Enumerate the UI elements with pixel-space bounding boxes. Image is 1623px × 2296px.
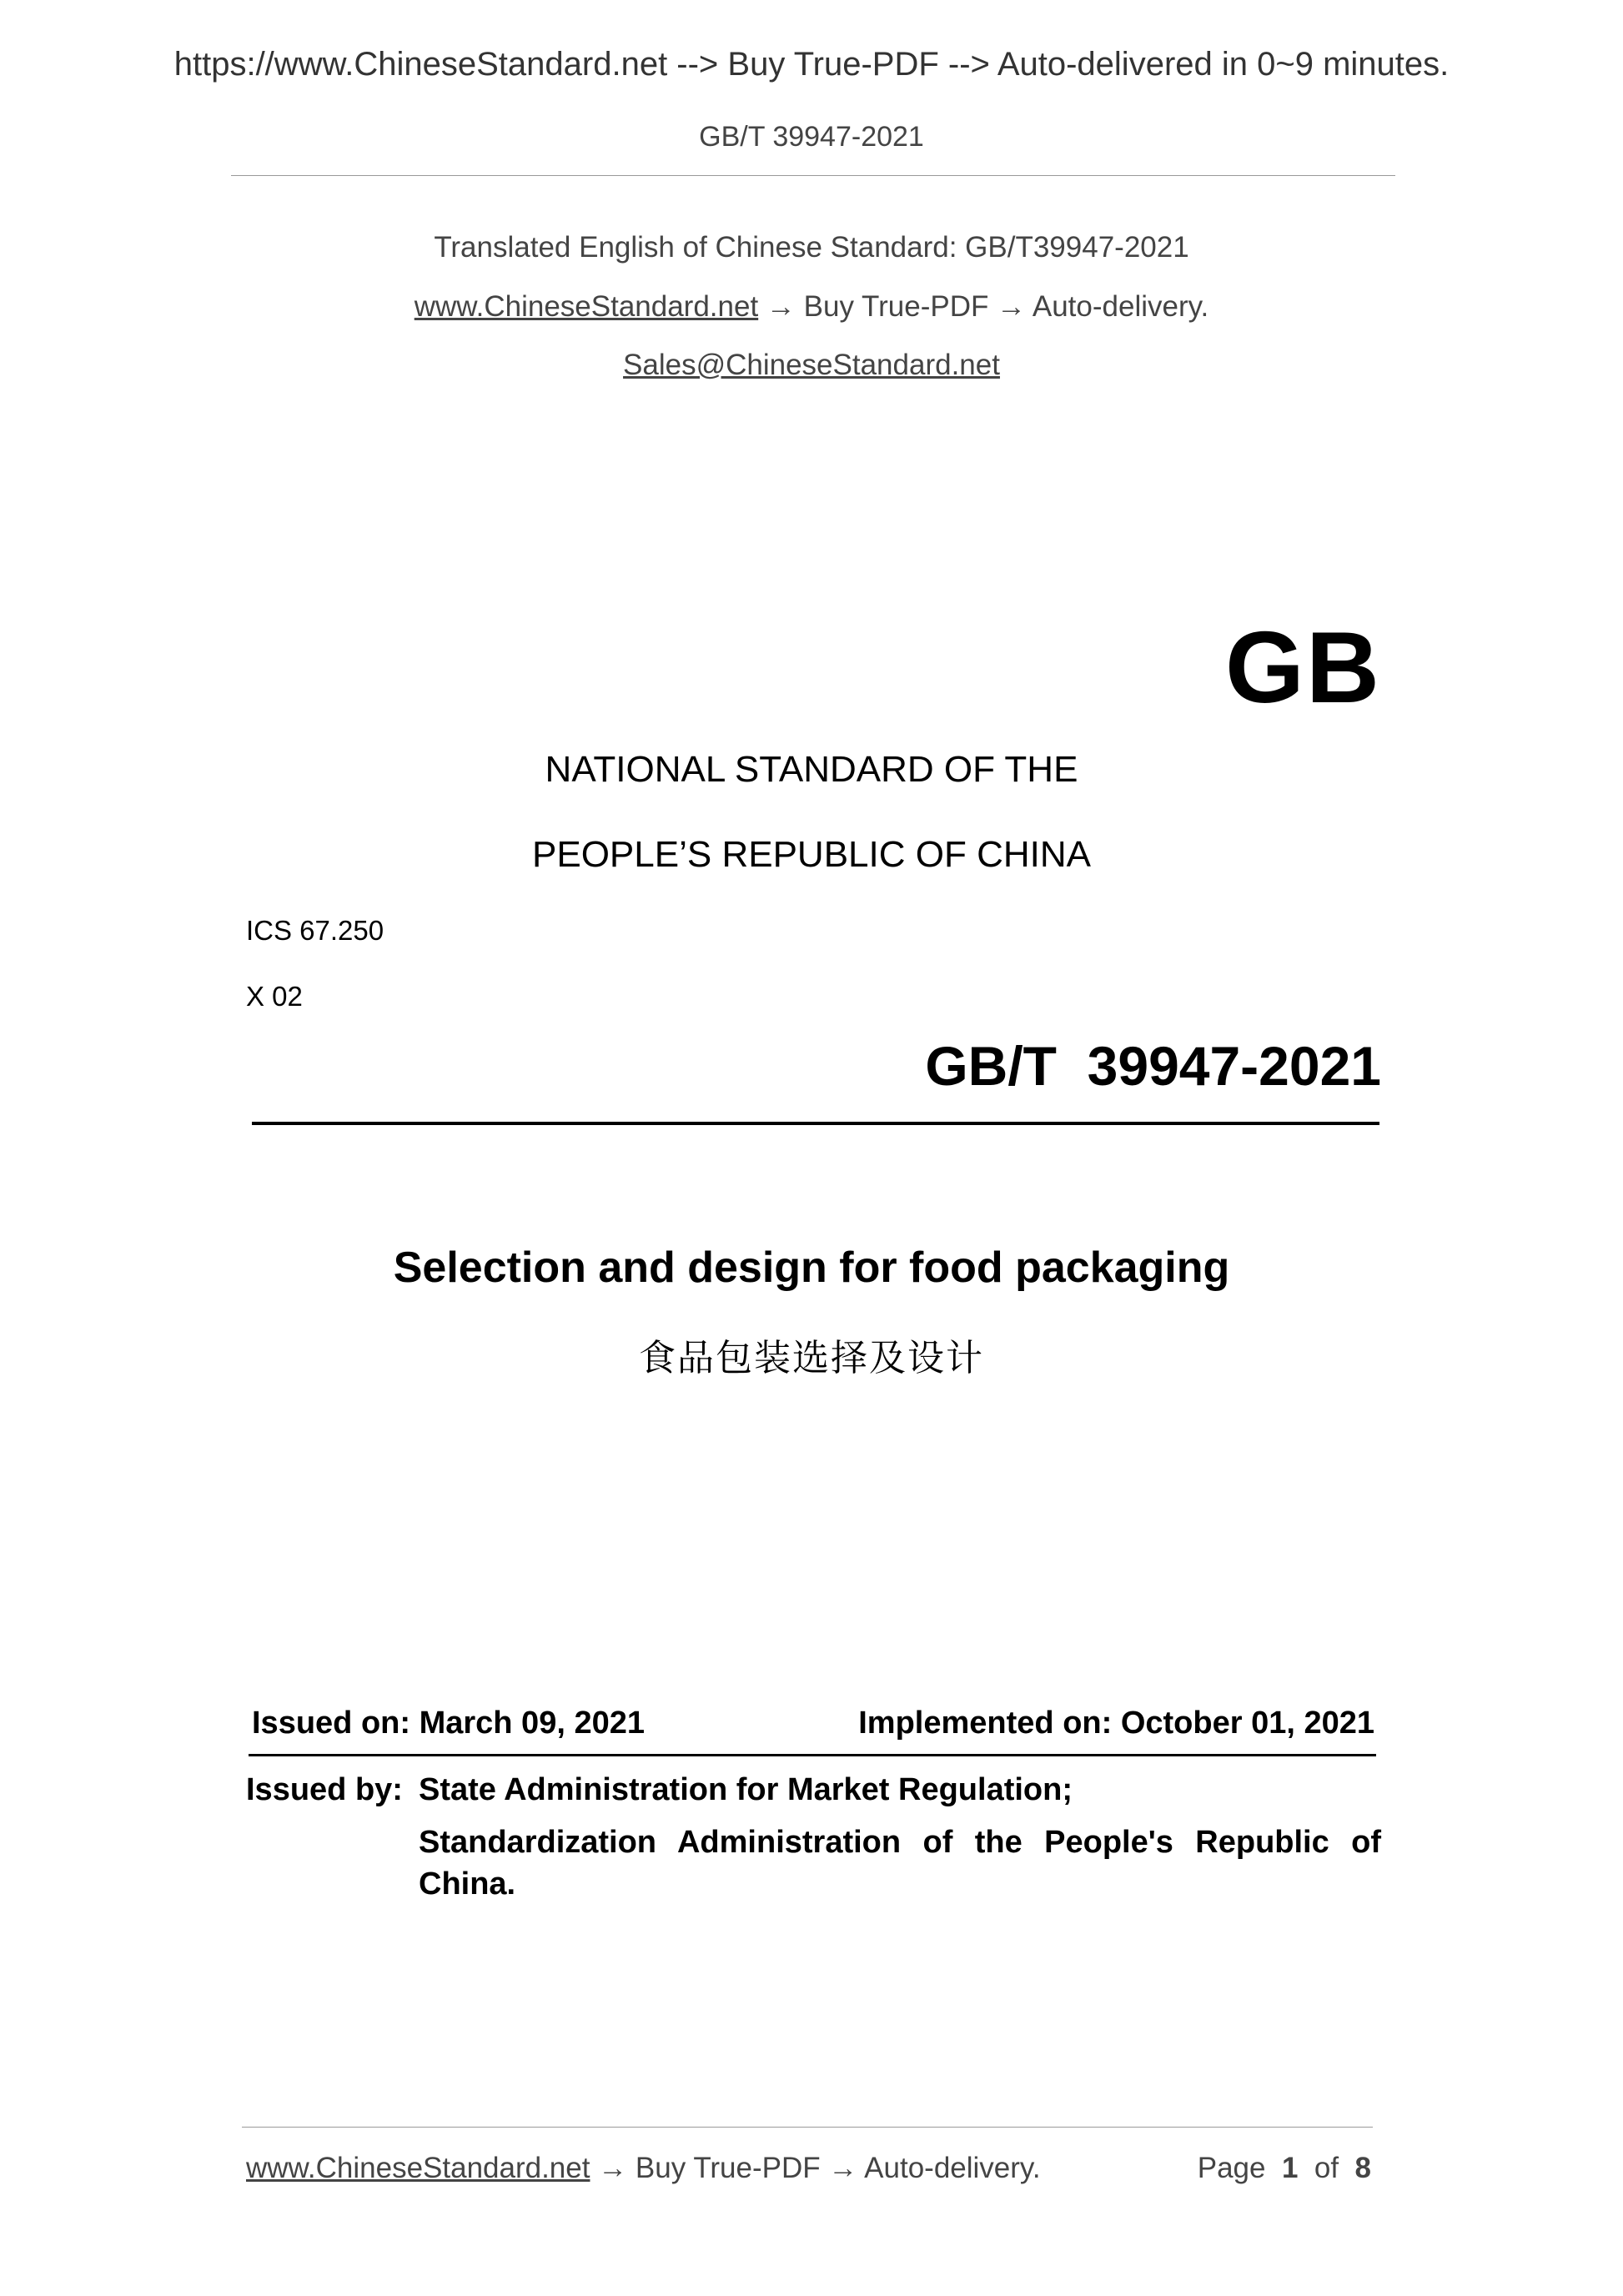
issued-by-label: Issued by: — [246, 1772, 403, 1807]
issued-on-date: Issued on: March 09, 2021 — [252, 1706, 645, 1741]
page-label: Page — [1197, 2152, 1266, 2184]
footer-site-link[interactable]: www.ChineseStandard.net — [246, 2152, 590, 2184]
page-current: 1 — [1281, 2152, 1299, 2184]
national-standard-line-2: PEOPLE’S REPUBLIC OF CHINA — [532, 834, 1091, 875]
page-total: 8 — [1354, 2152, 1371, 2184]
classification-code: X 02 — [246, 981, 303, 1012]
sales-email-link[interactable]: Sales@ChineseStandard.net — [623, 349, 1000, 381]
footer-delivery-line — [246, 2152, 1041, 2185]
page-of: of — [1314, 2152, 1339, 2184]
site-link[interactable]: www.ChineseStandard.net — [414, 290, 759, 323]
standard-number: GB/T 39947-2021 — [925, 1035, 1381, 1097]
title-english: Selection and design for food packaging — [393, 1243, 1230, 1292]
issuer-1: State Administration for Market Regulation; — [419, 1772, 1073, 1807]
footer-divider — [242, 2127, 1373, 2128]
national-standard-line-1: NATIONAL STANDARD OF THE — [545, 749, 1078, 790]
header-standard-code: GB/T 39947-2021 — [699, 121, 924, 153]
footer-delivery-text: → Buy True-PDF → Auto-delivery. — [590, 2152, 1041, 2184]
title-chinese: 食品包装选择及设计 — [639, 1337, 984, 1379]
standard-number-rule — [252, 1122, 1379, 1125]
header-divider — [231, 175, 1395, 176]
translation-note: Translated English of Chinese Standard: GB/T39947-2021 — [434, 231, 1189, 264]
issue-divider — [249, 1754, 1376, 1756]
ics-code: ICS 67.250 — [246, 915, 384, 946]
delivery-line — [0, 290, 1623, 324]
top-banner: https://www.ChineseStandard.net --> Buy True-PDF --> Auto-delivered in 0~9 minutes. — [173, 46, 1450, 83]
implemented-on-date: Implemented on: October 01, 2021 — [858, 1706, 1374, 1741]
issuer-2-continued: China. — [419, 1866, 516, 1902]
page-indicator — [1198, 2152, 1371, 2185]
issuer-2: Standardization Administration of the People's Republic of — [419, 1825, 1381, 1860]
sales-line — [0, 349, 1623, 382]
gb-logo: GB — [1225, 610, 1381, 724]
delivery-text: → Buy True-PDF → Auto-delivery. — [758, 290, 1209, 323]
